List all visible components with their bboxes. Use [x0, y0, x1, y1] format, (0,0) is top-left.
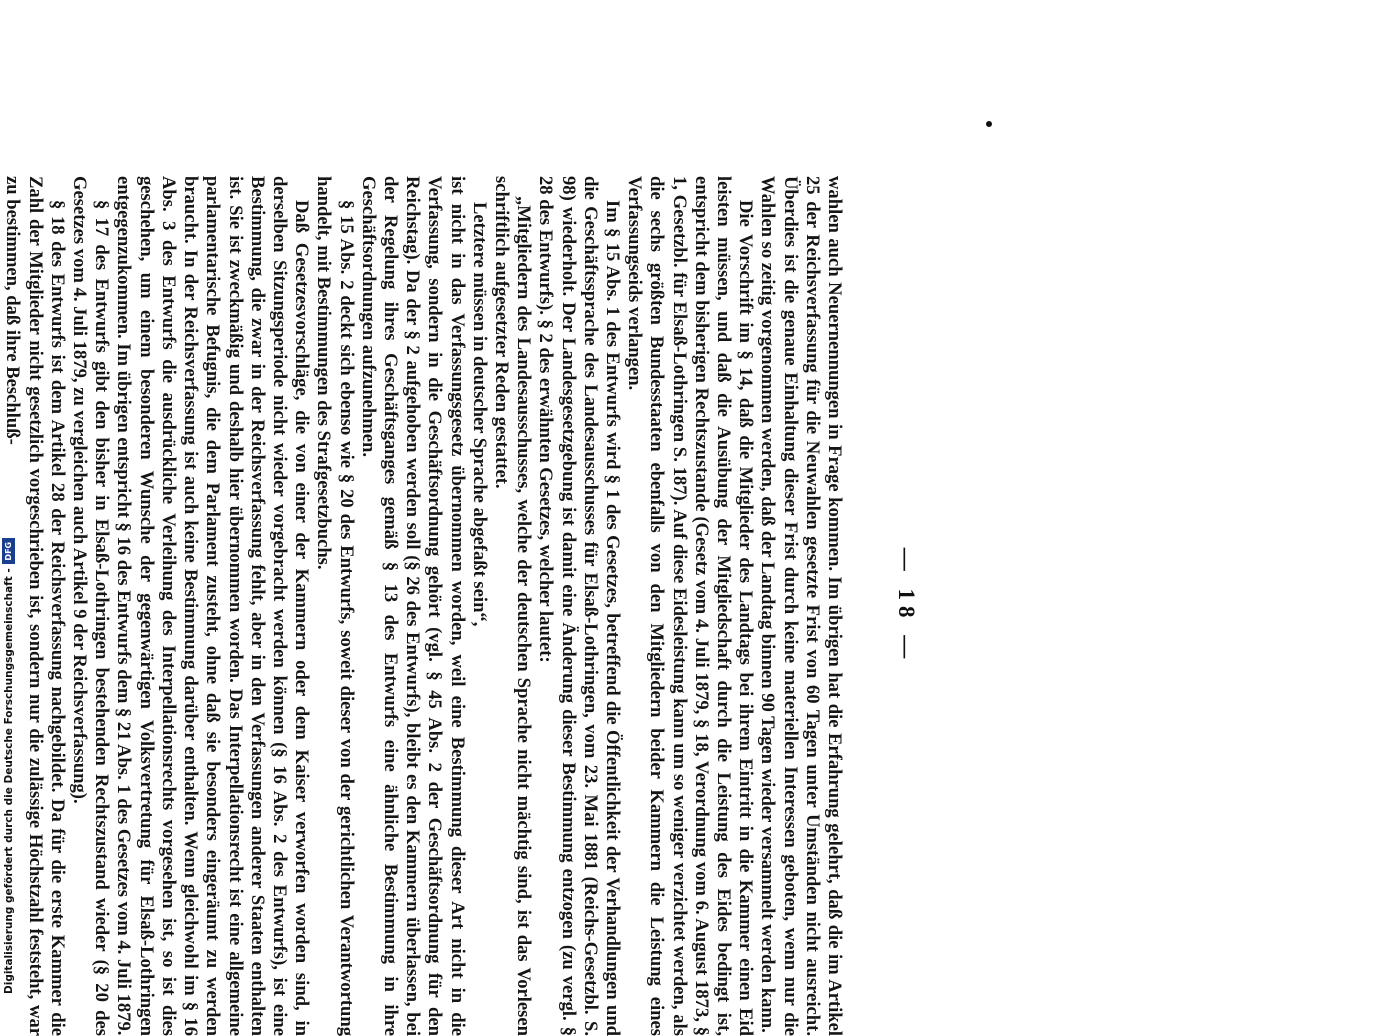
digitization-note [2, 538, 15, 994]
paragraph: § 15 Abs. 2 deckt sich ebenso wie § 20 des Entwurfs, soweit dieser von der gerichtlichen Verantwortung handelt, mit Bestimmungen des Strafgesetzbuchs. [313, 176, 357, 1036]
page-number: — 18 — [894, 547, 919, 665]
quoted-paragraph: Letztere müssen in deutscher Sprache abgefaßt sein“, [468, 202, 490, 627]
ink-dot [986, 121, 992, 127]
paragraph: ist nicht in das Verfassungsgesetz übernommen worden, weil eine Bestimmung dieser Art nicht in die Verfassung, sondern in die Geschäftsordnung gehört (vgl. § 45 Abs. 2 der Geschäftsordnung für den Reichstag). Da der § 2 aufgehoben werden soll (§ 26 des Entwurfs), bleibt es den Kammern überlassen, bei der Regelung ihres Geschäftsganges gemäß § 13 des Entwurfs eine ähnliche Bestimmung in ihre Geschäftsordnungen aufzunehmen. [357, 176, 468, 1036]
paragraph: Im § 15 Abs. 1 des Entwurfs wird § 1 des Gesetzes, betreffend die Öffentlichkeit der Verhandlungen und die Geschäftssprache des Landesausschusses für Elsaß-Lothringen, vom 23. Mai 1881 (Reichs-Gesetzbl. S. 98) wiederholt. Der Landesgesetzgebung ist damit eine Änderung dieser Bestimmung entzogen (zu vergl. § 28 des Entwurfs). § 2 des erwähnten Gesetzes, welcher lautet: [535, 176, 623, 1036]
dfg-logo-icon: DFG [2, 538, 15, 564]
document-page [0, 176, 1005, 1036]
paragraph: § 17 des Entwurfs gibt den bisher in Elsaß-Lothringen bestehenden Rechtszustand wieder (§ 20 des Gesetzes vom 4. Juli 1879, zu vergleichen auch Artikel 9 der Reichsverfassung). [69, 176, 113, 1036]
document-body [1, 176, 845, 1036]
quoted-paragraph: „Mitgliedern des Landesausschusses, welche der deutschen Sprache nicht mächtig sind, ist das Vorlesen schriftlich aufgesetzter Reden gestattet. [490, 176, 535, 1036]
paragraph: Die Vorschrift im § 14, daß die Mitglieder des Landtags bei ihrem Eintritt in die Kammer einen Eid leisten müssen, und daß die Ausübung der Mitgliedschaft durch die Leistung des Eides bedingt ist, entspricht dem bisherigen Rechtszustande (Gesetz vom 4. Juli 1879, § 18, Verordnung vom 6. August 1873, § 1, Gesetzbl. für Elsaß-Lothringen S. 187). Auf diese Eidesleistung kann um so weniger verzichtet werden, als die sechs größten Bundesstaaten ebenfalls von den Mitgliedern beider Kammern die Leistung eines Verfassungseids verlangen. [624, 176, 757, 1036]
paragraph: § 18 des Entwurfs ist dem Artikel 28 der Reichsverfassung nachgebildet. Da für die erste Kammer die Zahl der Mitglieder nicht gesetzlich vorgeschrieben ist, sondern nur die zulässige Höchstzahl feststeht, war zu bestimmen, daß ihre Beschluß- [2, 176, 68, 1036]
paragraph: wahlen auch Neuernennungen in Frage kommen. Im übrigen hat die Erfahrung gelehrt, daß die im Artikel 25 der Reichsverfassung für die Neuwahlen gesetzte Frist von 60 Tagen unter Umständen nicht ausreicht. Überdies ist die genaue Einhaltung dieser Frist durch keine materiellen Interessen geboten, wenn nur die Wahlen so zeitig vorgenommen werden, daß der Landtag binnen 90 Tagen wieder versammelt werden kann. [757, 176, 845, 1036]
digitization-note-text: Digitalisierung gefördert durch die Deutsche Forschungsgemeinschaft - [2, 568, 15, 994]
paragraph: Daß Gesetzesvorschläge, die von einer der Kammern oder dem Kaiser verworfen worden sind, in derselben Sitzungsperiode nicht wieder vorgebracht werden können (§ 16 Abs. 2 des Entwurfs), ist eine Bestimmung, die zwar in der Reichsverfassung fehlt, aber in den Verfassungen anderer Staaten enthalten ist. Sie ist zweckmäßig und deshalb hier übernommen worden. Das Interpellationsrecht ist eine allgemeine parlamentarische Befugnis, die dem Parlament zusteht, ohne daß sie besonders eingeräumt zu werden braucht. In der Reichsverfassung ist auch keine Bestimmung darüber enthalten. Wenn gleichwohl im § 16 Abs. 3 des Entwurfs die ausdrückliche Verleihung des Interpellationsrechts vorgesehen ist, so ist dies geschehen, um einem besonderen Wunsche der gegenwärtigen Volksvertretung für Elsaß-Lothringen entgegenzukommen. Im übrigen entspricht § 16 des Entwurfs dem § 21 Abs. 1 des Gesetzes vom 4. Juli 1879. [113, 176, 313, 1036]
